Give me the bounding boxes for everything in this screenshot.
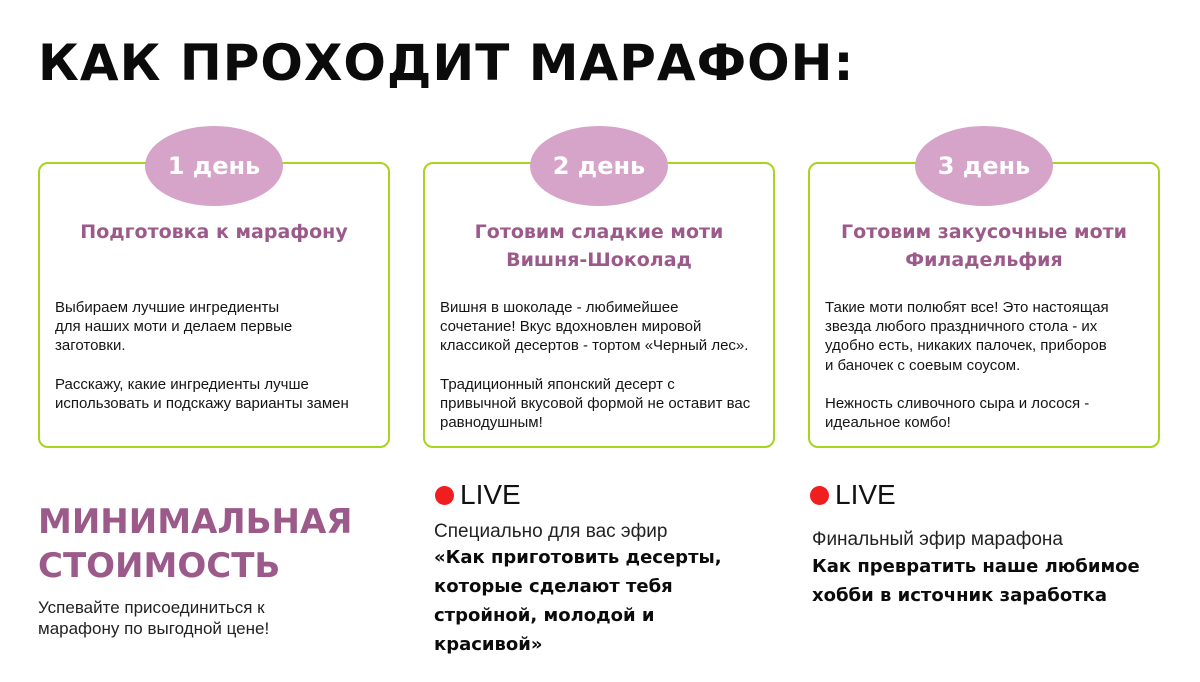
live-topic-1: «Как приготовить десерты, которые сделают тебя стройной, молодой и красивой» xyxy=(434,547,722,655)
day-description-2 xyxy=(440,298,761,432)
live-label: LIVE xyxy=(460,479,521,510)
day-badge-2: 2 день xyxy=(530,126,668,206)
price-heading: МИНИМАЛЬНАЯ СТОИМОСТЬ xyxy=(38,502,353,586)
day-badge-1: 1 день xyxy=(145,126,283,206)
live-dot-icon xyxy=(810,486,829,505)
live-indicator-1 xyxy=(435,480,521,510)
day-paragraph: Традиционный японский десерт с привычной вкусовой формой не оставит вас равнодушным! xyxy=(440,375,751,432)
day-title-1: Подготовка к марафону xyxy=(80,221,348,243)
price-note: Успевайте присоединиться к марафону по выгодной цене! xyxy=(38,598,270,638)
day-paragraph: Расскажу, какие ингредиенты лучше использовать и подскажу варианты замен xyxy=(55,375,349,412)
day-card-1 xyxy=(38,152,390,448)
page-title: КАК ПРОХОДИТ МАРАФОН: xyxy=(38,34,855,92)
live-label: LIVE xyxy=(835,479,896,510)
day-description-3 xyxy=(825,298,1146,432)
day-card-3 xyxy=(808,152,1160,448)
day-title-3: Готовим закусочные моти Филадельфия xyxy=(841,221,1127,271)
live-subtitle-1: Специально для вас эфир xyxy=(434,521,668,542)
day-paragraph: Выбираем лучшие ингредиенты для наших моти и делаем первые заготовки. xyxy=(55,299,293,355)
live-subtitle-2: Финальный эфир марафона xyxy=(812,529,1063,550)
day-paragraph: Нежность сливочного сыра и лосося - идеальное комбо! xyxy=(825,394,1090,432)
live-dot-icon xyxy=(435,486,454,505)
live-indicator-2 xyxy=(810,480,896,510)
day-description-1 xyxy=(55,298,376,413)
day-paragraph: Вишня в шоколаде - любимейшее сочетание! Вкус вдохновлен мировой классикой десертов - тортом «Черный лес». xyxy=(440,299,749,355)
day-title-2: Готовим сладкие моти Вишня-Шоколад xyxy=(474,221,724,271)
day-paragraph: Такие моти полюбят все! Это настоящая звезда любого праздничного стола - их удобно есть, никаких палочек, приборов и баночек с соевым соусом. xyxy=(825,299,1109,374)
day-card-2 xyxy=(423,152,775,448)
day-badge-3: 3 день xyxy=(915,126,1053,206)
live-topic-2: Как превратить наше любимое хобби в источник заработка xyxy=(812,556,1140,606)
